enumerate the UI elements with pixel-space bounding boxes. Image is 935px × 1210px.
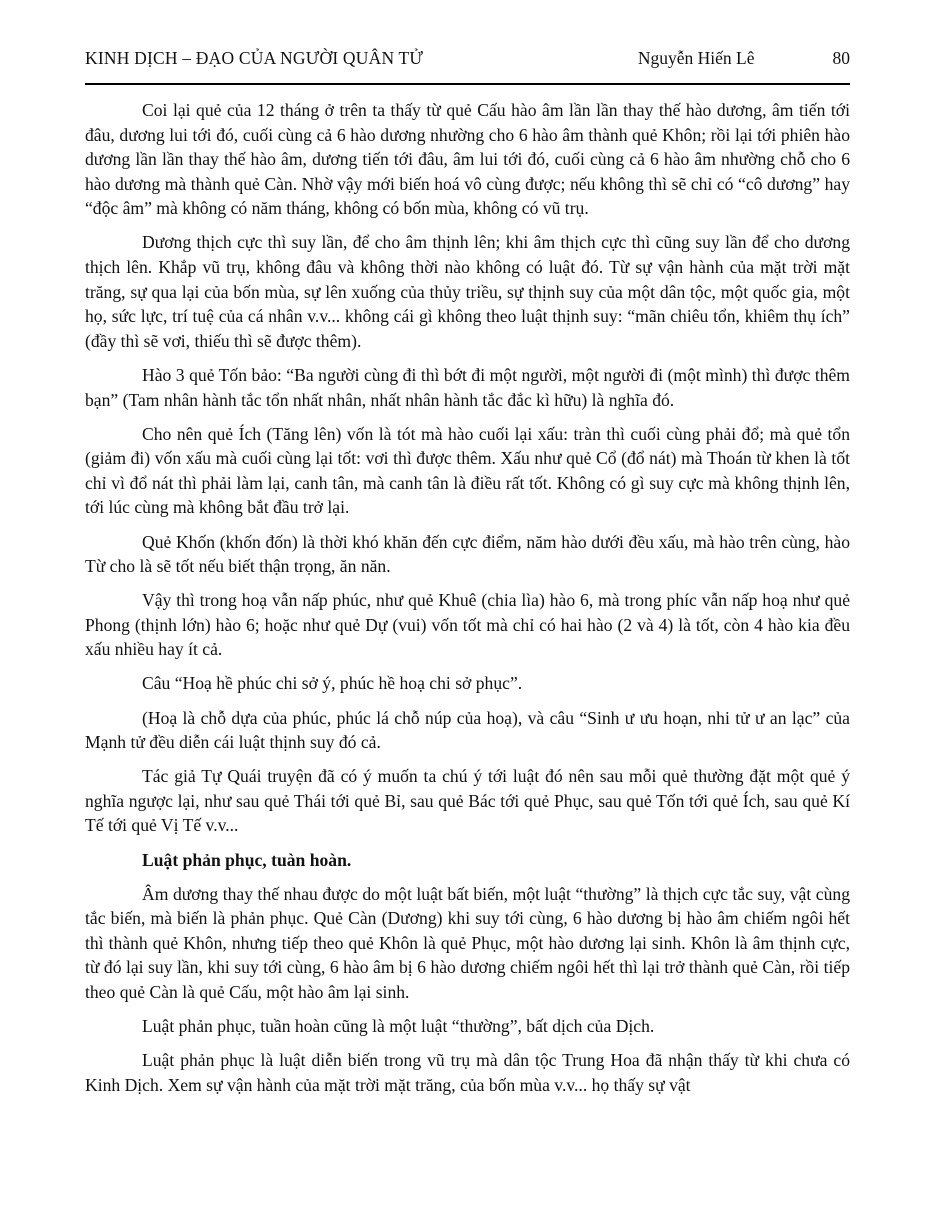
paragraph: Quẻ Khốn (khốn đốn) là thời khó khăn đến cực điểm, năm hào dưới đều xấu, mà hào trên cùng, hào Từ cho là sẽ tốt nếu biết thận trọng, ăn năn.	[85, 531, 850, 577]
paragraph: Âm dương thay thế nhau được do một luật bất biến, một luật “thường” là thịch cực tắc suy, vật cùng tắc biến, mà biến là phản phục. Quẻ Càn (Dương) khi suy tới cùng, 6 hào dương bị hào âm chiếm ngôi hết thì thành quẻ Khôn, nhưng tiếp theo quẻ Khôn là quẻ Phục, một hào dương lại sinh. Khôn là âm thịnh cực, từ đó lại suy lần, khi suy tới cùng, 6 hào âm bị 6 hào dương chiếm ngôi hết thì lại trở thành quẻ Càn, rồi tiếp theo quẻ Càn là quẻ Cấu, một hào âm lại sinh.	[85, 883, 850, 1002]
section-heading: Luật phản phục, tuàn hoàn.	[142, 849, 352, 870]
paragraph: Cho nên quẻ Ích (Tăng lên) vốn là tót mà hào cuối lại xấu: tràn thì cuối cùng phải đổ; mà quẻ tổn (giảm đi) vốn xấu mà cuối cùng lại tốt: vơi thì được thêm. Xấu như quẻ Cổ (đổ nát) mà Thoán từ khen là tốt chỉ vì đổ nát thì phải làm lại, canh tân, mà canh tân là điều rất tốt. Không có gì suy cực mà không thịnh lên, tới lúc cùng mà không bắt đầu trở lại.	[85, 423, 850, 518]
book-title: KINH DỊCH – ĐẠO CỦA NGƯỜI QUÂN TỬ	[85, 48, 424, 68]
author-name: Nguyễn Hiến Lê	[637, 48, 755, 68]
paragraph: Dương thịch cực thì suy lần, để cho âm thịnh lên; khi âm thịch cực thì cũng suy lần để cho dương thịch lên. Khắp vũ trụ, không đâu và không thời nào không có luật đó. Từ sự vận hành của mặt trời mặt trăng, sự qua lại của bốn mùa, sự lên xuống của thủy triều, sự thịnh suy của một dân tộc, một quốc gia, một họ, sức lực, trí tuệ của cá nhân v.v... không cái gì không theo luật thịnh suy: “mãn chiêu tổn, khiêm thụ ích” (đầy thì sẽ vơi, thiếu thì sẽ được thêm).	[85, 232, 850, 351]
body-text	[85, 98, 850, 1097]
page-number: 80	[832, 48, 850, 68]
paragraph: Luật phản phục, tuần hoàn cũng là một luật “thường”, bất dịch của Dịch.	[142, 1016, 655, 1037]
header-divider	[85, 83, 850, 85]
paragraph: Luật phản phục là luật diễn biến trong vũ trụ mà dân tộc Trung Hoa đã nhận thấy từ khi chưa có Kinh Dịch. Xem sự vận hành của mặt trời mặt trăng, của bốn mùa v.v... họ thấy sự vật	[85, 1050, 850, 1095]
page-header	[85, 48, 850, 69]
paragraph: Tác giả Tự Quái truyện đã có ý muốn ta chú ý tới luật đó nên sau mỗi quẻ thường đặt một quẻ ý nghĩa ngược lại, như sau quẻ Thái tới quẻ Bỉ, sau quẻ Bác tới quẻ Phục, sau quẻ Tốn tới quẻ Ích, sau quẻ Kí Tế tới quẻ Vị Tế v.v...	[85, 766, 850, 836]
paragraph: Coi lại quẻ của 12 tháng ở trên ta thấy từ quẻ Cấu hào âm lần lần thay thế hào dương, âm tiến tới đâu, dương lui tới đó, cuối cùng cả 6 hào dương nhường cho 6 hào âm thành quẻ Khôn; rồi lại tới phiên hào dương lần lần thay thế hào âm, dương tiến tới đâu, âm lui tới đó, cuối cùng cả 6 hào âm nhường chỗ cho 6 hào dương mà thành quẻ Càn. Nhờ vậy mới biến hoá vô cùng được; nếu không thì sẽ chỉ có “cô dương” hay “độc âm” mà không có năm tháng, không có bốn mùa, không có vũ trụ.	[85, 100, 850, 219]
paragraph: Câu “Hoạ hề phúc chi sở ý, phúc hề hoạ chi sở phục”.	[142, 673, 523, 694]
paragraph: Hào 3 quẻ Tốn bảo: “Ba người cùng đi thì bớt đi một người, một người đi (một mình) thì được thêm bạn” (Tam nhân hành tắc tổn nhất nhân, nhất nhân hành tắc đắc kì hữu) là nghĩa đó.	[85, 364, 850, 410]
paragraph: (Hoạ là chỗ dựa của phúc, phúc lá chỗ núp của hoạ), và câu “Sinh ư ưu hoạn, nhi tử ư an lạc” của Mạnh tử đều diễn cái luật thịnh suy đó cả.	[85, 707, 850, 753]
paragraph: Vậy thì trong hoạ vẫn nấp phúc, như quẻ Khuê (chia lìa) hào 6, mà trong phíc vẫn nấp hoạ như quẻ Phong (thịnh lớn) hào 6; hoặc như quẻ Dự (vui) vốn tốt mà chỉ có hai hào (2 và 4) là tốt, còn 4 hào kia đều xấu nhiều hay ít cả.	[85, 590, 850, 660]
